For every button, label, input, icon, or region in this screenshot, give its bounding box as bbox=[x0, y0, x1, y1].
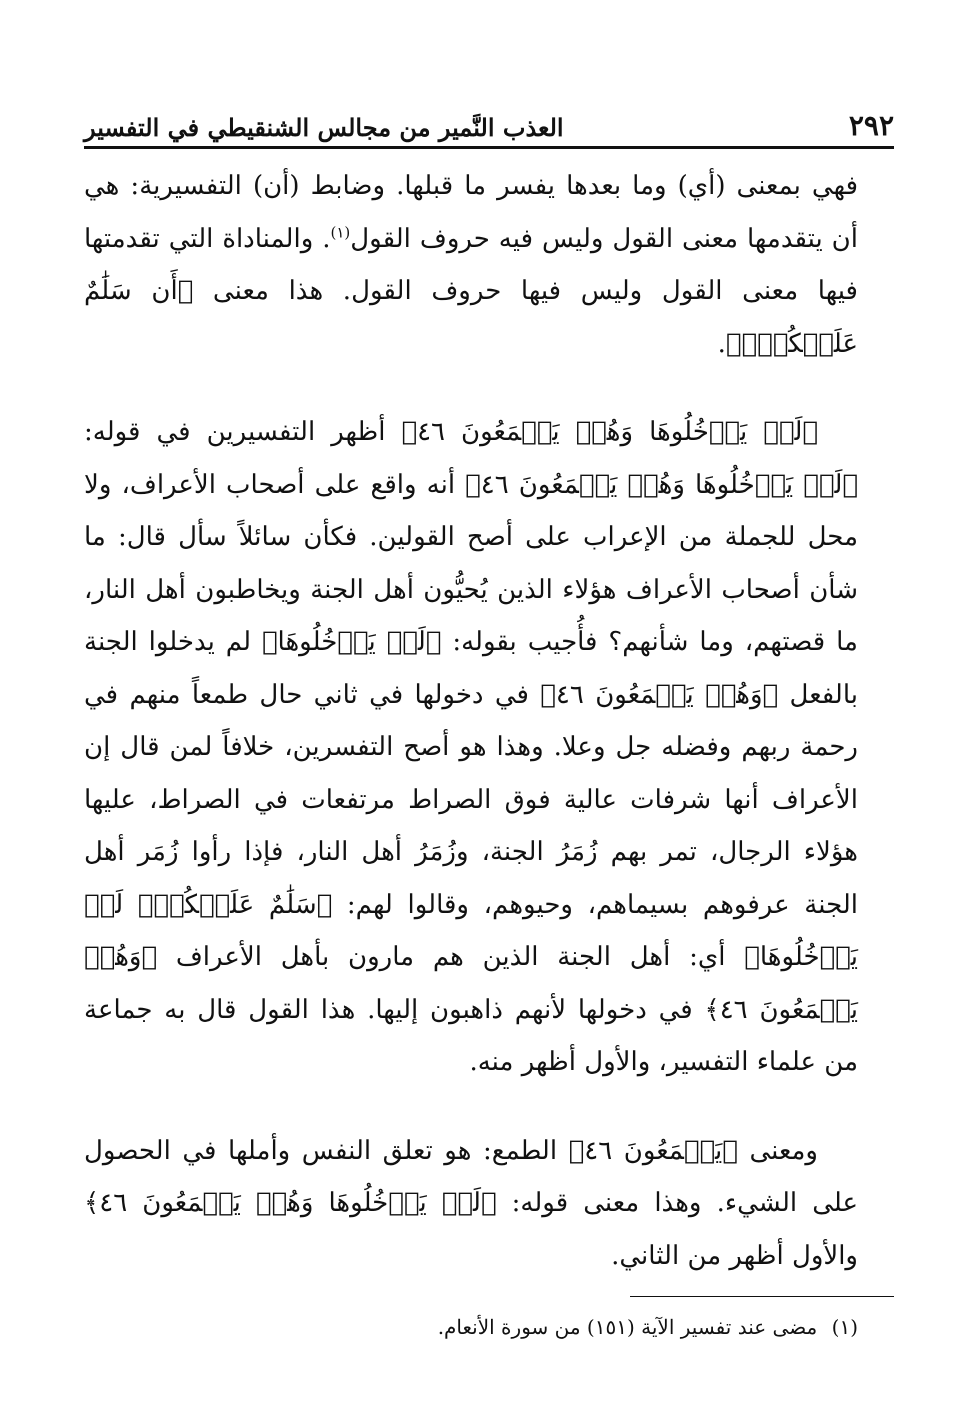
paragraph-1-text-continued: . والمناداة التي تقدمتها فيها معنى القول وليس فيها حروف القول. هذا معنى ﴿أَن سَلَٰمٌ عَلَيۡكُمۡۚ﴾. bbox=[84, 223, 858, 359]
running-title: العذب النَّمير من مجالس الشنقيطي في التفسير bbox=[84, 113, 564, 142]
paragraph-1 bbox=[84, 160, 858, 370]
page-number: ٢٩٢ bbox=[848, 109, 894, 142]
footnote-number: (١) bbox=[831, 1315, 858, 1339]
footnote bbox=[84, 1312, 858, 1342]
header-rule bbox=[84, 146, 894, 149]
page-header bbox=[84, 92, 894, 142]
paragraph-2: ﴿لَمۡ يَدۡخُلُوهَا وَهُمۡ يَطۡمَعُونَ ٤٦﴾ أظهر التفسيرين في قوله: ﴿لَمۡ يَدۡخُلُوهَا وَهُمۡ يَطۡمَعُونَ ٤٦﴾ أنه واقع على أصحاب الأعراف، ولا محل للجملة من الإعراب على أصح القولين. فكأن سائلاً سأل قال: ما شأن أصحاب الأعراف هؤلاء الذين يُحيُّون أهل الجنة ويخاطبون أهل النار، ما قصتهم، وما شأنهم؟ فأُجيب بقوله: ﴿لَمۡ يَدۡخُلُوهَا﴾ لم يدخلوا الجنة بالفعل ﴿وَهُمۡ يَطۡمَعُونَ ٤٦﴾ في دخولها في ثاني حال طمعاً منهم في رحمة ربهم وفضله جل وعلا. وهذا هو أصح التفسرين، خلافاً لمن قال إن الأعراف أنها شرفات عالية فوق الصراط مرتفعات في الصراط، عليها هؤلاء الرجال، تمر بهم زُمَرُ الجنة، وزُمَرُ أهل النار، فإذا رأوا زُمَر أهل الجنة عرفوهم بسيماهم، وحيوهم، وقالوا لهم: ﴿سَلَٰمٌ عَلَيۡكُمۡۚ لَمۡ يَدۡخُلُوهَا﴾ أي: أهل الجنة الذين هم مارون بأهل الأعراف ﴿وَهُمۡ يَطۡمَعُونَ ٤٦﴾ في دخولها لأنهم ذاهبون إليها. هذا القول قال به جماعة من علماء التفسير، والأول أظهر منه. bbox=[84, 417, 858, 1077]
paragraph-1-text: فهي بمعنى (أي) وما بعدها يفسر ما قبلها. وضابط (أن) التفسيرية: هي أن يتقدمها معنى القول وليس فيه حروف القول bbox=[84, 171, 858, 254]
body-text bbox=[84, 160, 858, 1282]
footnote-text: مضى عند تفسير الآية (١٥١) من سورة الأنعام. bbox=[437, 1315, 818, 1339]
footnote-rule bbox=[630, 1296, 894, 1297]
footnote-reference: (١) bbox=[330, 222, 351, 241]
paragraph-3: ومعنى ﴿يَطۡمَعُونَ ٤٦﴾ الطمع: هو تعلق النفس وأملها في الحصول على الشيء. وهذا معنى قوله: ﴿لَمۡ يَدۡخُلُوهَا وَهُمۡ يَطۡمَعُونَ ٤٦﴾ والأول أظهر من الثاني. bbox=[84, 1135, 858, 1271]
